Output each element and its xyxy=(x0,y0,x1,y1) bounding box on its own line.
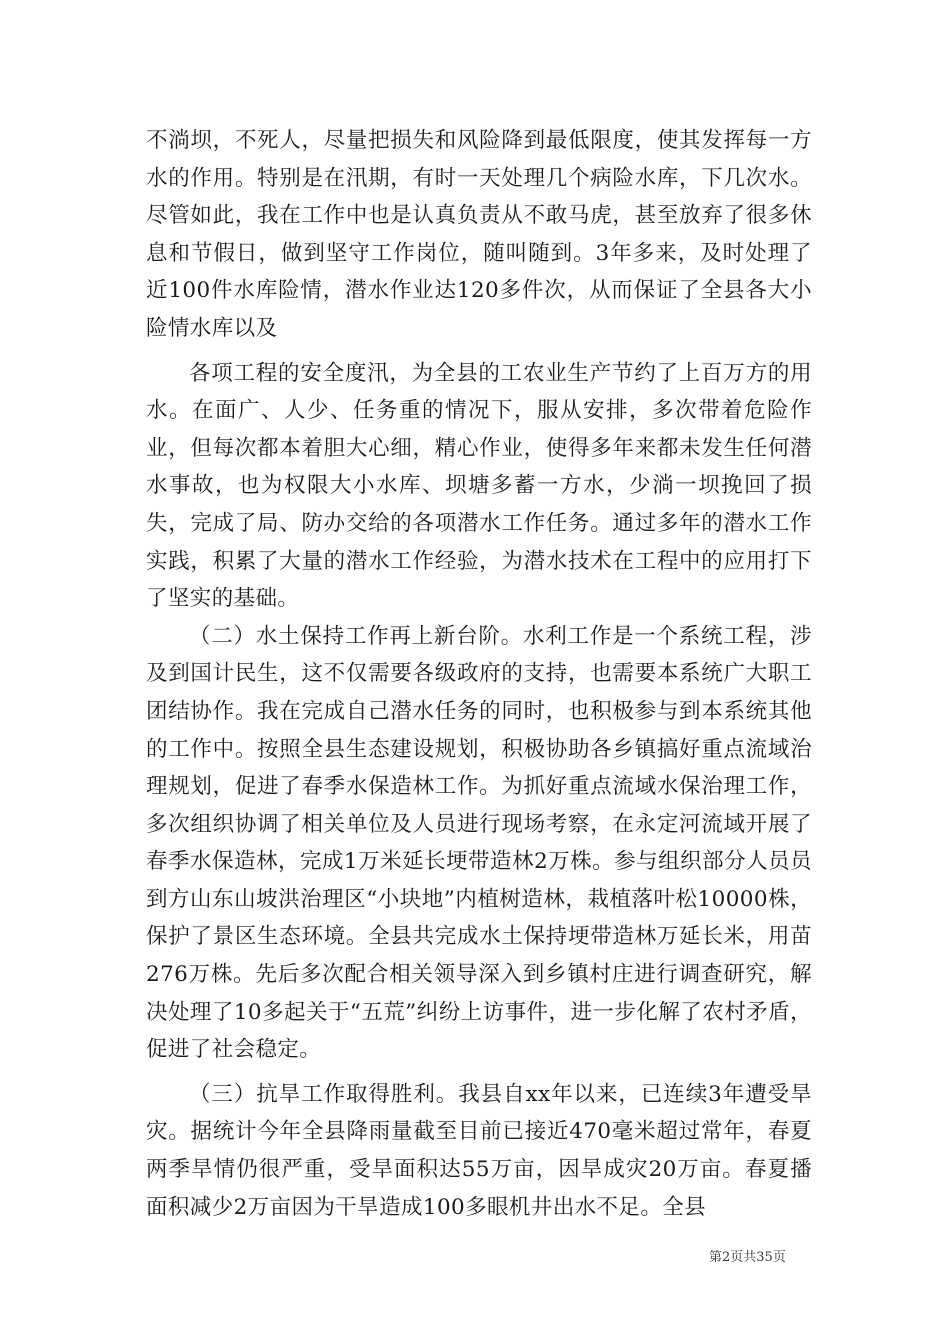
document-body xyxy=(146,122,812,1226)
page-number-footer: 第2页共35页 xyxy=(709,1250,786,1265)
paragraph-1: 不淌坝，不死人，尽量把损失和风险降到最低限度，使其发挥每一方水的作用。特别是在汛期，有时一天处理几个病险水库，下几次水。尽管如此，我在工作中也是认真负责从不敢马虎，甚至放弃了很多休息和节假日，做到坚守工作岗位，随叫随到。3年多来，及时处理了近100件水库险情，潜水作业达120多件次，从而保证了全县各大小险情水库以及 xyxy=(146,128,812,341)
paragraph-3: （二）水土保持工作再上新台阶。水利工作是一个系统工程，涉及到国计民生，这不仅需要各级政府的支持，也需要本系统广大职工团结协作。我在完成自己潜水任务的同时，也积极参与到本系统其他的工作中。按照全县生态建设规划，积极协助各乡镇搞好重点流域治理规划，促进了春季水保造林工作。为抓好重点流域水保治理工作，多次组织协调了相关单位及人员进行现场考察，在永定河流域开展了春季水保造林，完成1万米延长埂带造林2万株。参与组织部分人员员到方山东山坡洪治理区“小块地”内植树造林，栽植落叶松10000株，保护了景区生态环境。全县共完成水土保持埂带造林万延长米，用苗276万株。先后多次配合相关领导深入到乡镇村庄进行调查研究，解决处理了10多起关于“五荒”纠纷上访事件，进一步化解了农村矛盾，促进了社会稳定。 xyxy=(146,623,812,1063)
paragraph-2: 各项工程的安全度汛，为全县的工农业生产节约了上百万方的用水。在面广、人少、任务重的情况下，服从安排，多次带着危险作业，但每次都本着胆大心细，精心作业，使得多年来都未发生任何潜水事故，也为权限大小水库、坝塘多蓄一方水，少淌一坝挽回了损失，完成了局、防办交给的各项潜水工作任务。通过多年的潜水工作实践，积累了大量的潜水工作经验，为潜水技术在工程中的应用打下了坚实的基础。 xyxy=(146,360,812,612)
paragraph-4: （三）抗旱工作取得胜利。我县自xx年以来，已连续3年遭受旱灾。据统计今年全县降雨量截至目前已接近470毫米超过常年，春夏两季旱情仍很严重，受旱面积达55万亩，因旱成灾20万亩。春夏播面积减少2万亩因为干旱造成100多眼机井出水不足。全县 xyxy=(146,1081,812,1220)
